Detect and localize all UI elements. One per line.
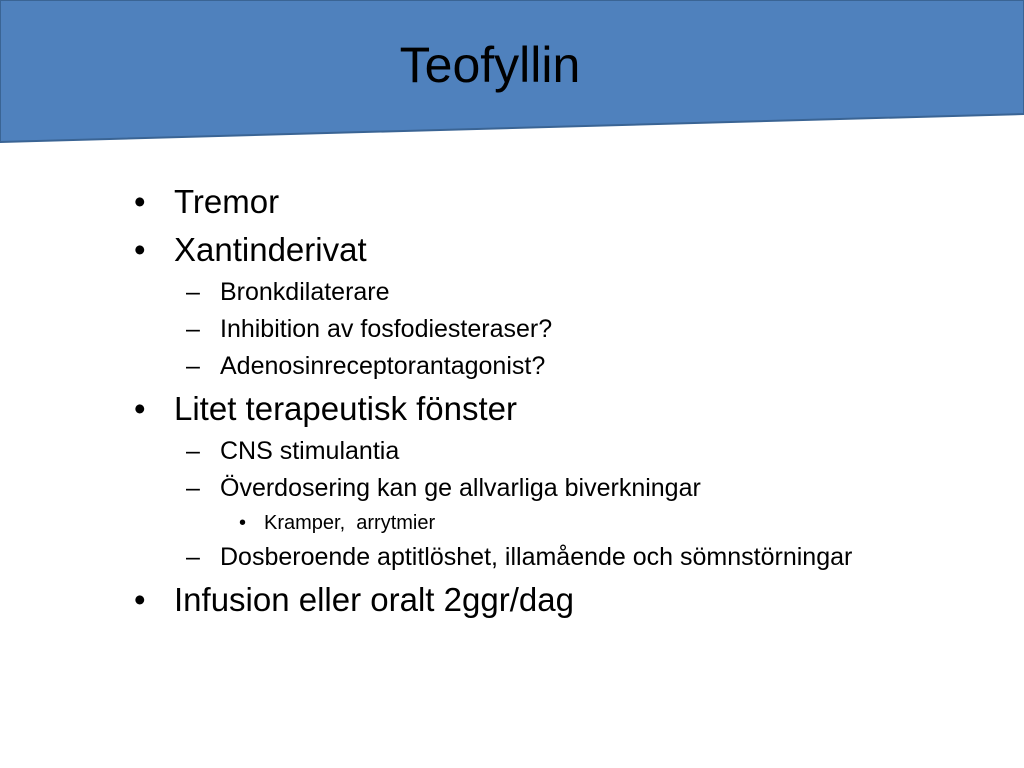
bullet-marker: • — [134, 390, 146, 427]
dash-marker: – — [186, 278, 200, 306]
bullet-marker: • — [134, 183, 146, 220]
dash-marker: – — [186, 543, 200, 571]
dash-marker: – — [186, 315, 200, 343]
bullet-marker: • — [134, 231, 146, 268]
sub-bullet-text: Överdosering kan ge allvarliga biverkningar — [220, 474, 701, 502]
sub-bullet-text: Inhibition av fosfodiesteraser? — [220, 315, 553, 343]
slide-title: Teofyllin — [399, 37, 581, 93]
dash-marker: – — [186, 352, 200, 380]
sub-bullet-text: Adenosinreceptorantagonist? — [220, 352, 546, 380]
sub-bullet-text: Bronkdilaterare — [220, 278, 390, 306]
bullet-marker: • — [134, 581, 146, 618]
bullet-text: Infusion eller oralt 2ggr/dag — [174, 581, 574, 618]
sub-sub-bullet-text: Kramper, arrytmier — [264, 512, 436, 534]
dash-marker: – — [186, 437, 200, 465]
sub-bullet-text: CNS stimulantia — [220, 437, 400, 465]
bullet-text: Litet terapeutisk fönster — [174, 390, 518, 427]
bullet-marker: • — [239, 512, 247, 534]
sub-bullet-text: Dosberoende aptitlöshet, illamående och sömnstörningar — [220, 543, 853, 571]
bullet-list — [134, 178, 994, 624]
sub-sub-bullet-item — [134, 507, 994, 539]
sub-bullet-item — [134, 311, 994, 348]
bullet-item — [134, 385, 994, 433]
bullet-item — [134, 178, 994, 226]
sub-bullet-item — [134, 539, 994, 576]
sub-bullet-item — [134, 348, 994, 385]
bullet-text: Xantinderivat — [174, 231, 367, 268]
bullet-text: Tremor — [174, 183, 280, 220]
bullet-item — [134, 226, 994, 274]
sub-bullet-item — [134, 274, 994, 311]
dash-marker: – — [186, 474, 200, 502]
bullet-item — [134, 576, 994, 624]
sub-bullet-item — [134, 470, 994, 507]
sub-bullet-item — [134, 433, 994, 470]
